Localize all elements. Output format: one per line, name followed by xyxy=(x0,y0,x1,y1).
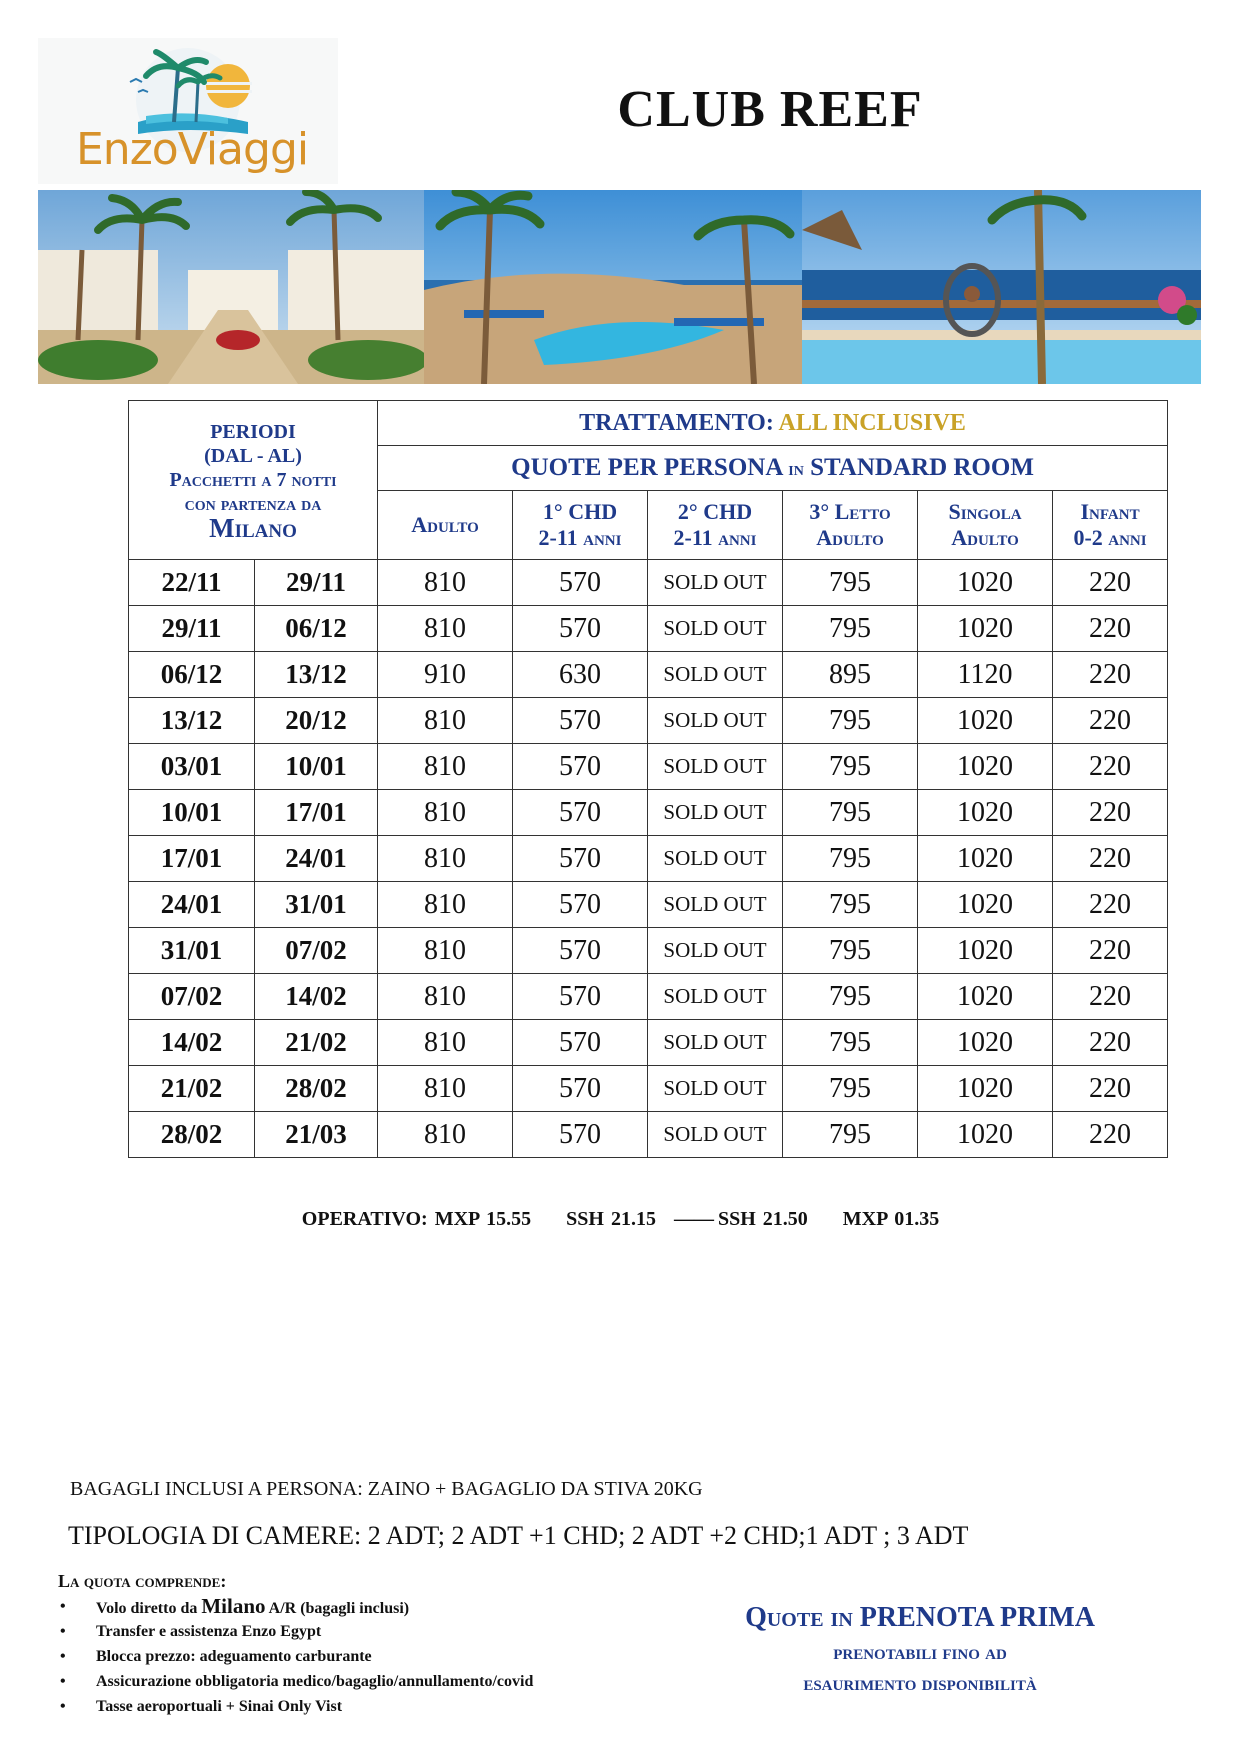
date-from-cell: 10/01 xyxy=(129,790,255,836)
price-cell: 810 xyxy=(378,560,513,606)
price-cell: 630 xyxy=(513,652,648,698)
price-cell: 795 xyxy=(783,744,918,790)
col-header-terzo-letto: 3° Letto Adulto xyxy=(783,491,918,560)
table-row xyxy=(129,1112,1168,1158)
price-cell: 1020 xyxy=(918,606,1053,652)
date-to-cell: 06/12 xyxy=(255,606,378,652)
table-row xyxy=(129,1066,1168,1112)
date-to-cell: 10/01 xyxy=(255,744,378,790)
date-to-cell: 24/01 xyxy=(255,836,378,882)
date-from-cell: 07/02 xyxy=(129,974,255,1020)
date-from-cell: 06/12 xyxy=(129,652,255,698)
table-row xyxy=(129,606,1168,652)
price-cell: 220 xyxy=(1053,560,1168,606)
table-row xyxy=(129,744,1168,790)
price-cell: 795 xyxy=(783,974,918,1020)
col-header-adulto: Adulto xyxy=(378,491,513,560)
date-from-cell: 13/12 xyxy=(129,698,255,744)
price-cell: 1120 xyxy=(918,652,1053,698)
price-cell: 1020 xyxy=(918,928,1053,974)
date-to-cell: 21/02 xyxy=(255,1020,378,1066)
price-cell: 810 xyxy=(378,836,513,882)
price-cell: SOLD OUT xyxy=(648,1112,783,1158)
price-cell: 220 xyxy=(1053,882,1168,928)
price-cell: 220 xyxy=(1053,1066,1168,1112)
price-cell: 1020 xyxy=(918,790,1053,836)
periodi-header: PERIODI (DAL - AL) Pacchetti a 7 notti con partenza da Milano xyxy=(129,401,378,560)
room-types: TIPOLOGIA DI CAMERE: 2 ADT; 2 ADT +1 CHD; 2 ADT +2 CHD;1 ADT ; 3 ADT xyxy=(68,1521,969,1550)
price-cell: 1020 xyxy=(918,698,1053,744)
price-cell: 810 xyxy=(378,790,513,836)
date-from-cell: 14/02 xyxy=(129,1020,255,1066)
date-from-cell: 29/11 xyxy=(129,606,255,652)
price-cell: 810 xyxy=(378,1066,513,1112)
table-row xyxy=(129,652,1168,698)
price-cell: SOLD OUT xyxy=(648,882,783,928)
price-cell: 570 xyxy=(513,744,648,790)
date-from-cell: 28/02 xyxy=(129,1112,255,1158)
list-item: • Volo diretto da Milano A/R (bagagli inclusi) xyxy=(58,1594,533,1619)
price-cell: SOLD OUT xyxy=(648,790,783,836)
date-from-cell: 24/01 xyxy=(129,882,255,928)
price-cell: SOLD OUT xyxy=(648,606,783,652)
price-cell: SOLD OUT xyxy=(648,928,783,974)
price-cell: 220 xyxy=(1053,1112,1168,1158)
price-cell: 1020 xyxy=(918,560,1053,606)
photo-strip xyxy=(38,190,1201,384)
price-cell: 570 xyxy=(513,560,648,606)
list-item: • Blocca prezzo: adeguamento carburante xyxy=(58,1644,533,1669)
date-from-cell: 03/01 xyxy=(129,744,255,790)
price-cell: SOLD OUT xyxy=(648,698,783,744)
pool-sea-photo xyxy=(424,190,802,384)
price-cell: 570 xyxy=(513,698,648,744)
price-cell: 220 xyxy=(1053,928,1168,974)
price-cell: 810 xyxy=(378,1020,513,1066)
price-cell: 810 xyxy=(378,744,513,790)
date-to-cell: 21/03 xyxy=(255,1112,378,1158)
price-cell: 910 xyxy=(378,652,513,698)
date-from-cell: 31/01 xyxy=(129,928,255,974)
date-to-cell: 14/02 xyxy=(255,974,378,1020)
date-to-cell: 29/11 xyxy=(255,560,378,606)
price-cell: 220 xyxy=(1053,744,1168,790)
price-cell: 1020 xyxy=(918,974,1053,1020)
price-cell: 1020 xyxy=(918,882,1053,928)
price-cell: SOLD OUT xyxy=(648,1066,783,1112)
price-cell: 810 xyxy=(378,928,513,974)
price-cell: 570 xyxy=(513,1066,648,1112)
early-booking-promo: Quote in PRENOTA PRIMA prenotabili fino ad esaurimento disponibilità xyxy=(745,1602,1095,1695)
price-cell: 570 xyxy=(513,836,648,882)
logo-text: EnzoViaggi xyxy=(76,124,309,175)
price-cell: 1020 xyxy=(918,1112,1053,1158)
table-row xyxy=(129,1020,1168,1066)
list-item: • Tasse aeroportuali + Sinai Only Vist xyxy=(58,1694,533,1719)
price-cell: SOLD OUT xyxy=(648,652,783,698)
price-cell: 220 xyxy=(1053,1020,1168,1066)
price-cell: SOLD OUT xyxy=(648,974,783,1020)
price-cell: 1020 xyxy=(918,1020,1053,1066)
date-to-cell: 31/01 xyxy=(255,882,378,928)
price-cell: 570 xyxy=(513,974,648,1020)
date-to-cell: 28/02 xyxy=(255,1066,378,1112)
flight-schedule: OPERATIVO: MXP 15.55 SSH 21.15 —— SSH 21.50 MXP 01.35 xyxy=(301,1208,940,1230)
table-row xyxy=(129,974,1168,1020)
price-cell: 220 xyxy=(1053,974,1168,1020)
trattamento-header: TRATTAMENTO: ALL INCLUSIVE xyxy=(378,401,1168,446)
date-from-cell: 22/11 xyxy=(129,560,255,606)
price-cell: 810 xyxy=(378,882,513,928)
date-from-cell: 17/01 xyxy=(129,836,255,882)
col-header-infant: Infant 0-2 anni xyxy=(1053,491,1168,560)
date-to-cell: 17/01 xyxy=(255,790,378,836)
price-cell: SOLD OUT xyxy=(648,744,783,790)
price-cell: 220 xyxy=(1053,836,1168,882)
price-cell: SOLD OUT xyxy=(648,1020,783,1066)
col-header-chd2: 2° CHD 2-11 anni xyxy=(648,491,783,560)
price-cell: 220 xyxy=(1053,790,1168,836)
price-cell: 795 xyxy=(783,790,918,836)
date-from-cell: 21/02 xyxy=(129,1066,255,1112)
col-header-chd1: 1° CHD 2-11 anni xyxy=(513,491,648,560)
price-cell: 1020 xyxy=(918,836,1053,882)
price-cell: 570 xyxy=(513,882,648,928)
price-cell: 795 xyxy=(783,1066,918,1112)
price-cell: 795 xyxy=(783,698,918,744)
price-cell: 570 xyxy=(513,606,648,652)
price-table xyxy=(128,400,1168,1158)
price-cell: 795 xyxy=(783,1020,918,1066)
price-cell: 810 xyxy=(378,698,513,744)
price-cell: 895 xyxy=(783,652,918,698)
page-title: CLUB REEF xyxy=(617,81,923,138)
date-to-cell: 13/12 xyxy=(255,652,378,698)
price-cell: 570 xyxy=(513,790,648,836)
col-header-singola: Singola Adulto xyxy=(918,491,1053,560)
hotel-garden-photo xyxy=(38,190,424,384)
price-cell: 570 xyxy=(513,1112,648,1158)
price-cell: 810 xyxy=(378,606,513,652)
table-row xyxy=(129,790,1168,836)
date-to-cell: 07/02 xyxy=(255,928,378,974)
logo xyxy=(38,38,338,184)
includes-title: La quota comprende: xyxy=(58,1571,227,1591)
price-cell: SOLD OUT xyxy=(648,560,783,606)
price-cell: 795 xyxy=(783,928,918,974)
price-cell: 795 xyxy=(783,882,918,928)
pool-hanging-chair-photo xyxy=(802,190,1201,384)
price-cell: 1020 xyxy=(918,744,1053,790)
price-cell: 810 xyxy=(378,1112,513,1158)
list-item: • Transfer e assistenza Enzo Egypt xyxy=(58,1619,533,1644)
price-cell: 795 xyxy=(783,560,918,606)
price-cell: 795 xyxy=(783,1112,918,1158)
table-row xyxy=(129,698,1168,744)
price-cell: 1020 xyxy=(918,1066,1053,1112)
table-row xyxy=(129,560,1168,606)
price-cell: 795 xyxy=(783,836,918,882)
date-to-cell: 20/12 xyxy=(255,698,378,744)
price-cell: 220 xyxy=(1053,698,1168,744)
price-cell: 810 xyxy=(378,974,513,1020)
price-cell: 795 xyxy=(783,606,918,652)
quote-header: QUOTE PER PERSONA in STANDARD ROOM xyxy=(378,446,1168,491)
price-cell: 220 xyxy=(1053,652,1168,698)
price-cell: SOLD OUT xyxy=(648,836,783,882)
table-row xyxy=(129,882,1168,928)
price-cell: 220 xyxy=(1053,606,1168,652)
price-cell: 570 xyxy=(513,928,648,974)
price-cell: 570 xyxy=(513,1020,648,1066)
table-row xyxy=(129,836,1168,882)
table-row xyxy=(129,928,1168,974)
list-item: • Assicurazione obbligatoria medico/bagaglio/annullamento/covid xyxy=(58,1669,533,1694)
includes-list xyxy=(58,1594,533,1719)
baggage-note: BAGAGLI INCLUSI A PERSONA: ZAINO + BAGAGLIO DA STIVA 20KG xyxy=(70,1478,703,1500)
